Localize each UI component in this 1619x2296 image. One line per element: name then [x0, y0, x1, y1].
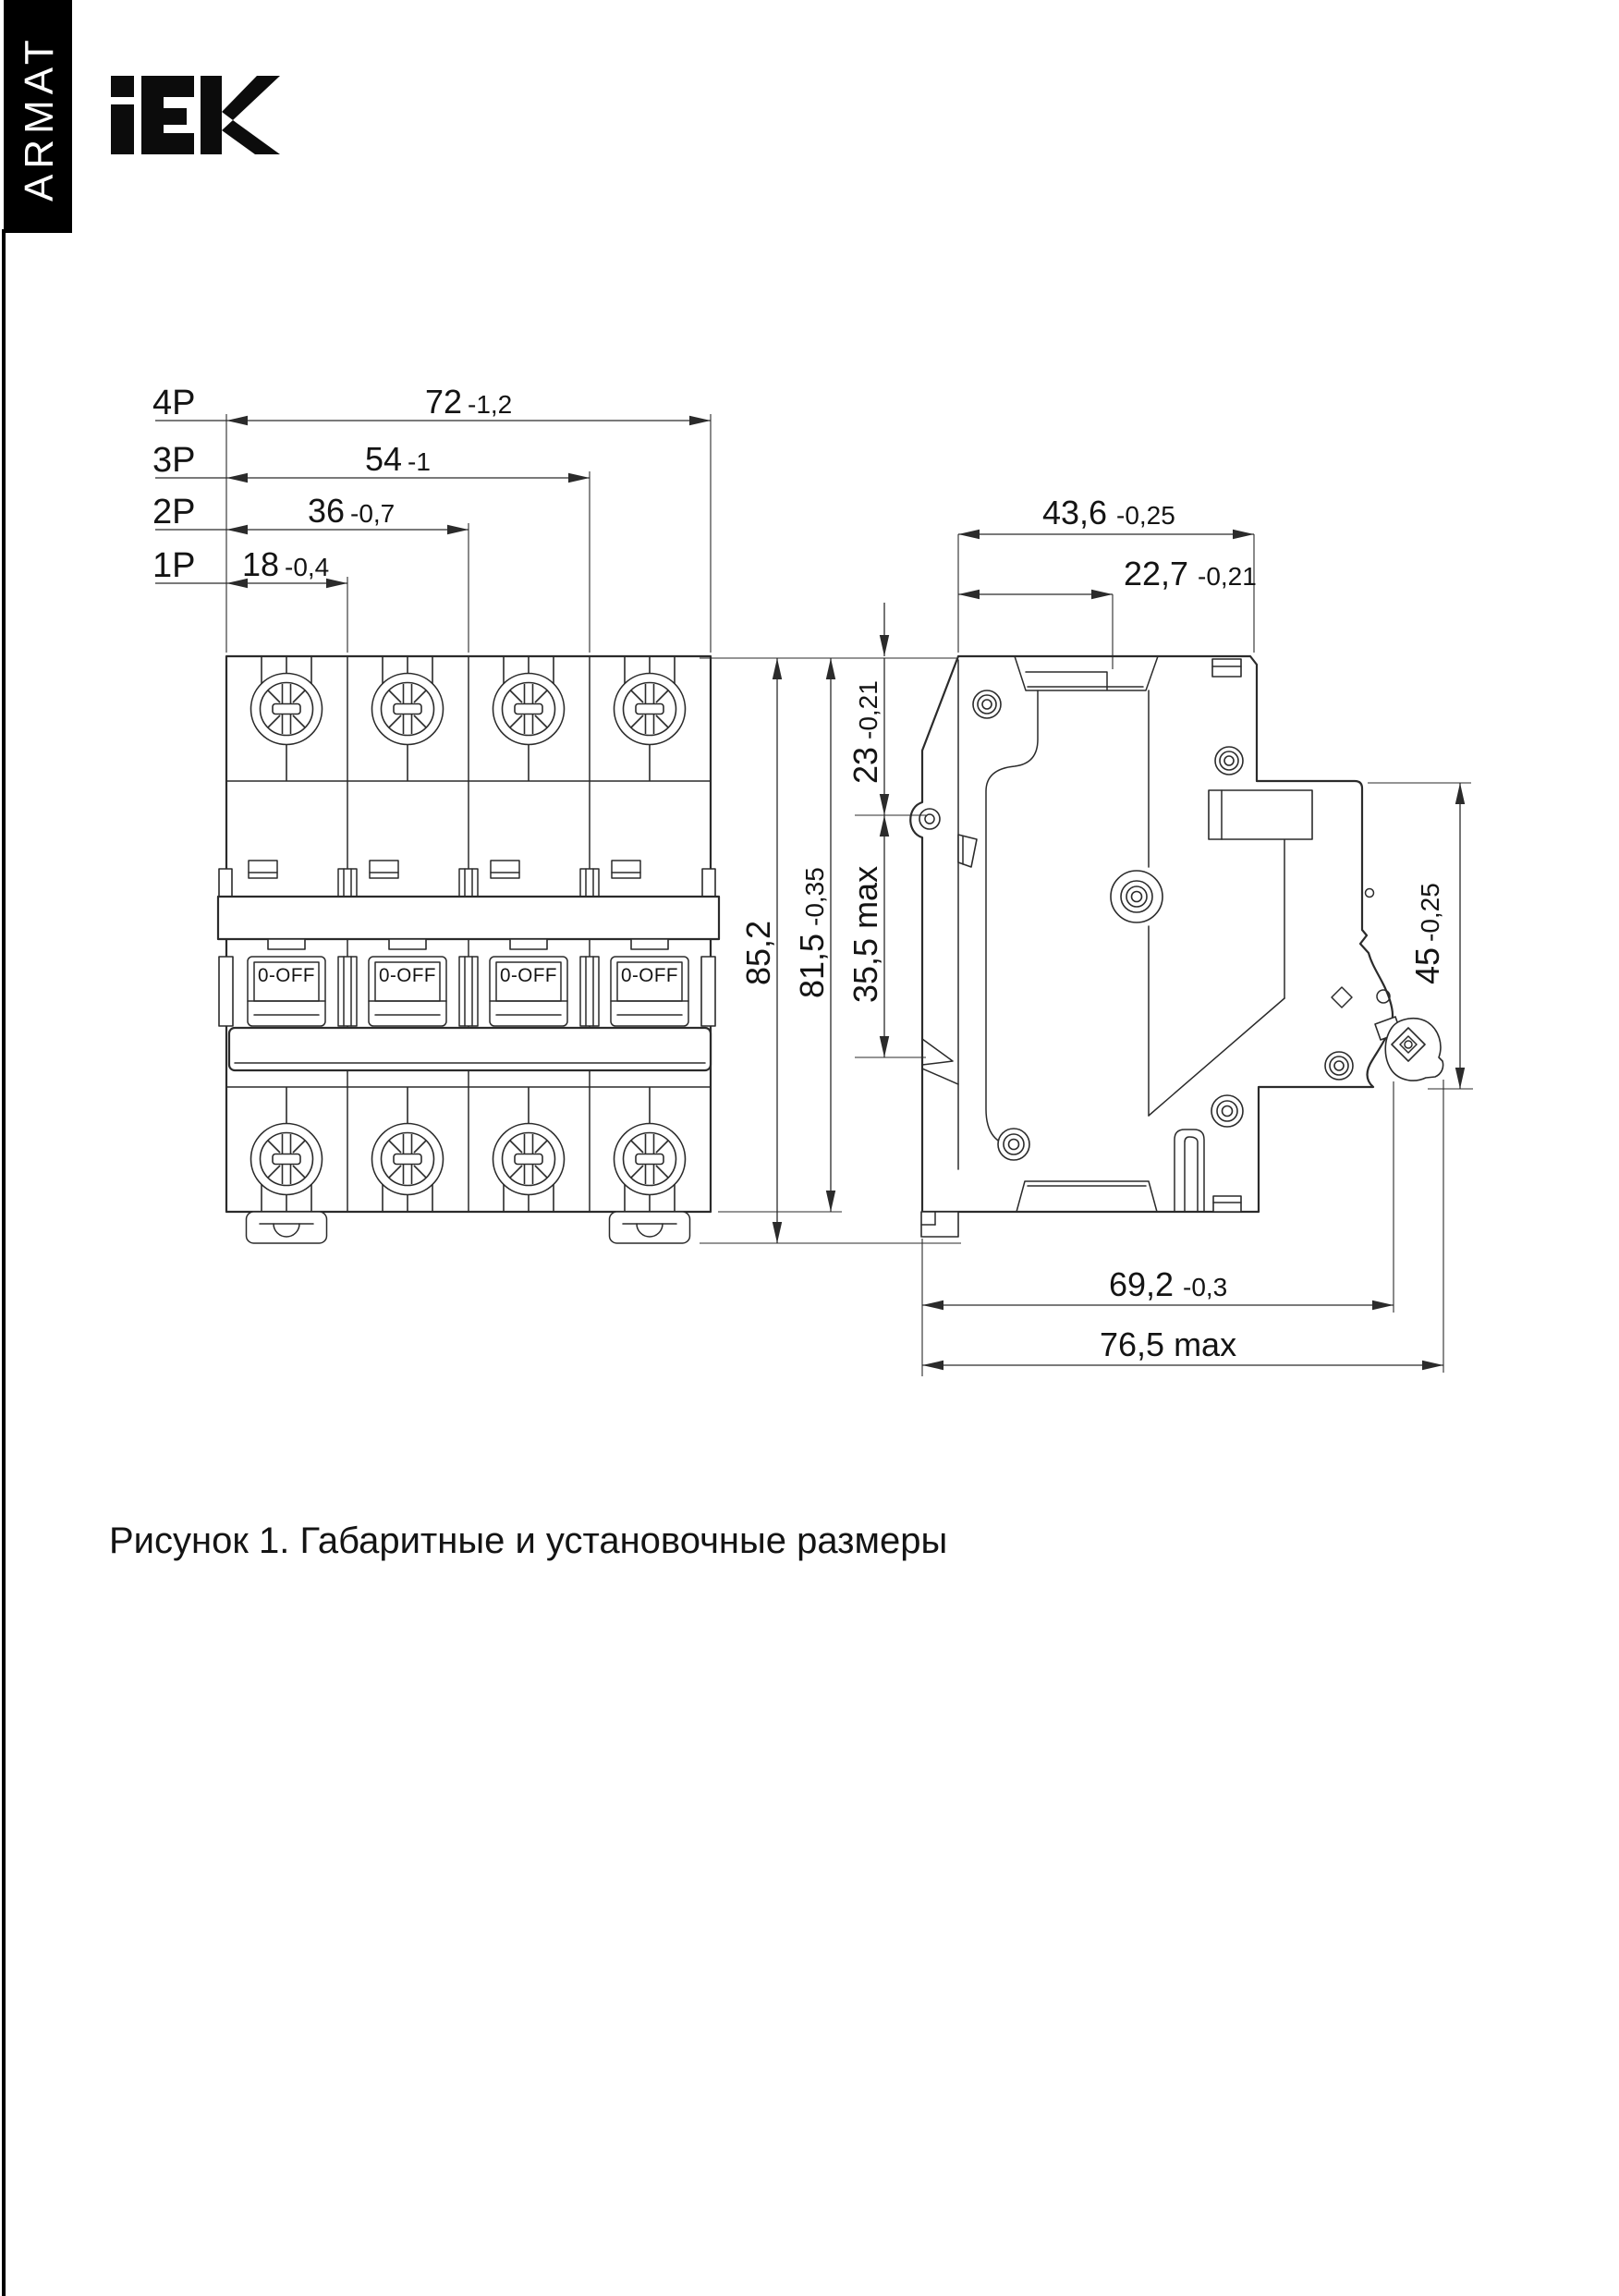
toggle-label: 0-OFF [379, 965, 436, 986]
pole-label-3p: 3P [152, 441, 196, 480]
toggle-divider-bar [459, 957, 478, 1026]
edge-tab [702, 869, 715, 897]
divider-tab [459, 869, 478, 897]
rivet-boss [998, 1129, 1029, 1160]
dim-22-7-value: 22,7 [1124, 555, 1189, 592]
dim-81-5-tolerance: -0,35 [800, 867, 829, 926]
dim-35-5-value: 35,5 max [846, 865, 884, 1003]
face-latch-tab [249, 861, 277, 878]
iek-logo [111, 76, 280, 154]
logo-i-stem [111, 104, 134, 154]
divider-tab [338, 869, 357, 897]
face-latch-tab [370, 861, 398, 878]
dim-22-7-tolerance: -0,21 [1198, 562, 1257, 591]
dim-45-value: 45 [1408, 946, 1446, 984]
brand-banner [2, 0, 72, 2296]
collar-notch [510, 939, 547, 949]
rivet-boss [973, 690, 1001, 718]
logo-k-lower-arm [222, 120, 280, 154]
din-clip [610, 1212, 690, 1243]
logo-k-upper-arm [222, 76, 280, 120]
rivet-boss [1325, 1052, 1353, 1080]
face-latch-tab [612, 861, 640, 878]
divider-tab [580, 869, 599, 897]
toggle-edge-bar [219, 957, 233, 1026]
dim-72-value: 72 [425, 383, 463, 421]
dim-54-value: 54 [365, 440, 403, 478]
dim-36-value: 36 [308, 492, 346, 530]
toggle-handle [611, 957, 688, 1026]
banner-label: ARMAT [17, 34, 62, 202]
collar-notch [389, 939, 426, 949]
dim-69-2-value: 69,2 [1109, 1265, 1175, 1303]
side-view [910, 656, 1442, 1237]
pole-label-1p: 1P [152, 546, 196, 585]
lower-rail-bar [229, 1028, 711, 1070]
toggle-divider-bar [580, 957, 599, 1026]
figure-caption: Рисунок 1. Габаритные и установочные размеры [109, 1520, 948, 1561]
toggle-handle [369, 957, 446, 1026]
toggle-label: 0-OFF [500, 965, 557, 986]
collar-notch [631, 939, 668, 949]
dim-76-5-value: 76,5 max [1100, 1325, 1237, 1363]
toggle-edge-bar [701, 957, 715, 1026]
dim-43-6-tolerance: -0,25 [1116, 501, 1175, 530]
face-latch-tab [491, 861, 519, 878]
toggle-handle [248, 957, 325, 1026]
front-view [218, 656, 719, 1243]
side-profile-outline [910, 656, 1393, 1212]
dim-69-2-tolerance: -0,3 [1183, 1273, 1228, 1301]
pole-label-4p: 4P [152, 384, 196, 422]
din-clip [247, 1212, 327, 1243]
toggle-label: 0-OFF [621, 965, 678, 986]
edge-tab [219, 869, 232, 897]
mounting-collar [218, 897, 719, 939]
dim-36-tolerance: -0,7 [350, 499, 396, 528]
toggle-handle [490, 957, 567, 1026]
toggle-label: 0-OFF [258, 965, 315, 986]
pole-label-2p: 2P [152, 493, 196, 531]
logo-e-glyph [141, 76, 194, 154]
dim-45-tolerance: -0,25 [1416, 883, 1444, 942]
rivet-boss [1211, 1095, 1243, 1127]
page-edge-rule [2, 229, 6, 2296]
rivet-boss [1215, 747, 1243, 775]
dim-23-tolerance: -0,21 [854, 680, 883, 739]
dim-54-tolerance: -1 [408, 447, 431, 476]
dim-18-tolerance: -0,4 [285, 553, 330, 581]
dim-85-2-value: 85,2 [739, 920, 777, 985]
logo-k-stem [201, 76, 222, 154]
rivet-boss [1121, 881, 1152, 912]
dim-18-value: 18 [242, 545, 280, 583]
dim-43-6-value: 43,6 [1042, 494, 1108, 531]
logo-i-dot [111, 76, 134, 97]
dim-81-5-value: 81,5 [793, 933, 831, 998]
dim-72-tolerance: -1,2 [468, 390, 513, 419]
collar-notch [268, 939, 305, 949]
dim-23-value: 23 [846, 746, 884, 784]
toggle-divider-bar [338, 957, 357, 1026]
